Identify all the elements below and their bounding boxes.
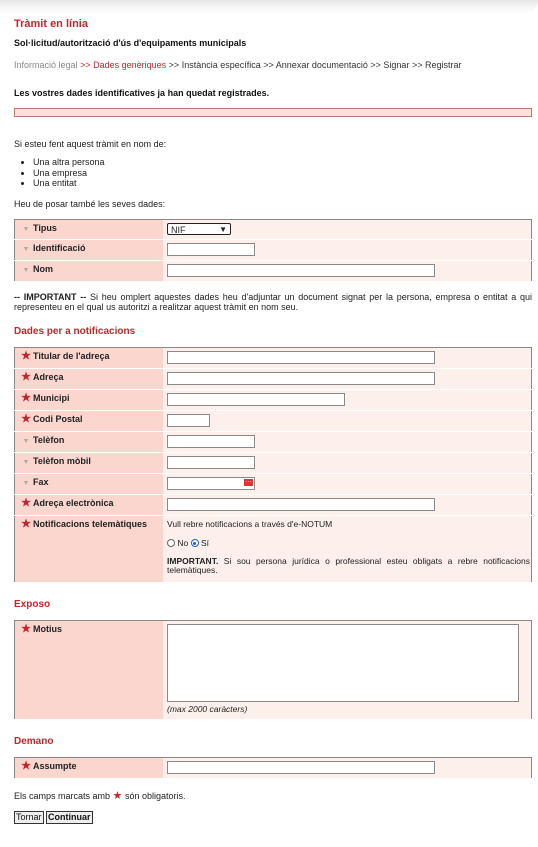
telematiques-important-bold: IMPORTANT. [167,555,219,566]
breadcrumb [14,60,532,70]
exposo-heading: Exposo [14,598,51,610]
municipi-value-cell [163,389,532,410]
telematiques-value-cell [163,515,532,582]
adreca-label-cell [15,368,164,389]
breadcrumb-step-sign: Signar [383,60,410,70]
identificacio-label: Identificació [33,242,86,253]
representation-instruction: Heu de posar també les seves dades: [14,198,166,209]
red-star-icon: ★ [21,391,31,404]
telefon-value-cell [163,431,532,452]
telematiques-important [167,557,530,576]
max-chars-note: (max 2000 caràcters) [167,703,248,714]
email-label: Adreça electrònica [33,497,114,508]
motius-textarea[interactable] [167,624,519,702]
grey-chevron-icon: ▼ [22,266,30,274]
adreca-input[interactable] [167,372,435,385]
red-star-icon: ★ [112,789,123,802]
page-title: Tràmit en línia [14,18,88,30]
exposo-table [14,620,532,720]
important-prefix: -- IMPORTANT -- [14,291,87,302]
nom-input[interactable] [167,264,435,277]
tipus-label: Tipus [33,222,57,233]
radio-no[interactable] [167,539,175,547]
motius-label: Motius [33,623,62,634]
identificacio-value-cell [163,239,532,260]
registered-notice: Les vostres dades identificatives ja han quedat registrades. [14,88,270,98]
notifications-table [14,347,532,583]
notifications-heading: Dades per a notificacions [14,325,136,337]
mobil-input[interactable] [167,456,255,469]
telefon-input[interactable] [167,435,255,448]
list-item: • Una altra persona [33,157,532,168]
email-input[interactable] [167,498,435,511]
list-item: • Una entitat [33,178,532,189]
back-button[interactable]: Tornar [16,811,42,822]
codi-postal-input[interactable] [167,414,210,427]
assumpte-value-cell [163,757,532,778]
telematiques-text: Vull rebre notificacions a través d'e-NOTUM [167,518,333,529]
red-star-icon: ★ [21,370,31,383]
grey-chevron-icon: ▼ [22,437,30,445]
mobil-label-cell [15,452,164,473]
nom-value-cell [163,260,532,281]
required-note-before: Els camps marcats amb [14,790,111,801]
municipi-label-cell [15,389,164,410]
chevron-down-icon: ▼ [219,224,227,234]
telematiques-label: Notificacions telemàtiques [33,518,148,529]
list-item: • Una empresa [33,168,532,179]
codi-postal-label-cell [15,410,164,431]
tipus-label-cell [15,219,164,239]
top-shadow [0,0,538,14]
adreca-value-cell [163,368,532,389]
notice-bar [14,108,532,117]
red-star-icon: ★ [21,759,31,772]
titular-value-cell [163,347,532,368]
identificacio-input[interactable] [167,243,255,256]
footer-buttons [14,811,532,824]
mobil-label: Telèfon mòbil [33,455,91,466]
red-star-icon: ★ [21,496,31,509]
titular-label: Titular de l'adreça [33,350,110,361]
codi-postal-label: Codi Postal [33,413,83,424]
assumpte-label-cell [15,757,164,778]
nom-label: Nom [33,263,53,274]
grey-chevron-icon: ▼ [22,479,30,487]
motius-value-cell [163,620,532,719]
fax-field-wrap [167,477,255,490]
breadcrumb-step-generic-data: Dades genèriques [93,60,167,70]
assumpte-label: Assumpte [33,760,77,771]
telematiques-label-cell [15,515,164,582]
demano-heading: Demano [14,735,54,747]
fax-label-cell [15,473,164,494]
telematiques-important-text: Si sou persona jurídica o professional esteu obligats a rebre notificacions telemàtiques. [167,555,530,575]
tipus-select-value: NIF [171,224,186,235]
breadcrumb-step-specific: Instància específica [181,60,261,70]
breadcrumb-step-attach: Annexar documentació [275,60,368,70]
tipus-value-cell [163,219,532,239]
continue-button[interactable]: Continuar [48,811,91,822]
breadcrumb-separator: >> [80,60,91,70]
fax-label: Fax [33,476,49,487]
titular-label-cell [15,347,164,368]
municipi-input[interactable] [167,393,345,406]
identificacio-label-cell [15,239,164,260]
assumpte-input[interactable] [167,761,435,774]
adreca-label: Adreça [33,371,64,382]
nom-label-cell [15,260,164,281]
telefon-label-cell [15,431,164,452]
representation-table [14,219,532,282]
email-value-cell [163,494,532,515]
telematiques-options [167,538,530,548]
required-note-after: són obligatoris. [124,790,186,801]
fax-value-cell [163,473,532,494]
breadcrumb-separator: >> [411,60,423,70]
representation-important [14,292,532,312]
red-star-icon: ★ [21,622,31,635]
grey-chevron-icon: ▼ [22,225,30,233]
telefon-label: Telèfon [33,434,65,445]
demano-table [14,757,532,779]
calendar-icon[interactable]: ··· [245,478,252,485]
grey-chevron-icon: ▼ [22,245,30,253]
municipi-label: Municipi [33,392,70,403]
red-star-icon: ★ [21,412,31,425]
breadcrumb-step-register: Registrar [424,60,462,70]
representation-intro: Si esteu fent aquest tràmit en nom de: [14,139,167,149]
important-text: Si heu omplert aquestes dades heu d'adjuntar un document signat per la persona, empresa o entitat a qui representeu en el qual us autoritzi a realitzar aquest tràmit en nom seu. [14,291,532,312]
breadcrumb-separator: >> [370,60,381,70]
radio-si[interactable] [191,539,199,547]
grey-chevron-icon: ▼ [22,458,30,466]
radio-no-label: No [177,537,189,548]
mobil-value-cell [163,452,532,473]
page-subtitle: Sol·licitud/autorització d'ús d'equipaments municipals [14,38,247,48]
codi-postal-value-cell [163,410,532,431]
representation-options [14,157,532,189]
required-note [14,789,532,802]
main-content [14,18,532,824]
red-star-icon: ★ [21,349,31,362]
breadcrumb-separator: >> [168,60,180,70]
motius-label-cell [15,620,164,719]
tipus-select[interactable] [167,223,231,235]
breadcrumb-step-legal-info: Informació legal [14,60,78,70]
email-label-cell [15,494,164,515]
titular-input[interactable] [167,351,435,364]
fax-input[interactable] [167,477,255,490]
radio-si-label: Sí [201,537,210,548]
red-star-icon: ★ [21,517,31,530]
breadcrumb-separator: >> [263,60,274,70]
